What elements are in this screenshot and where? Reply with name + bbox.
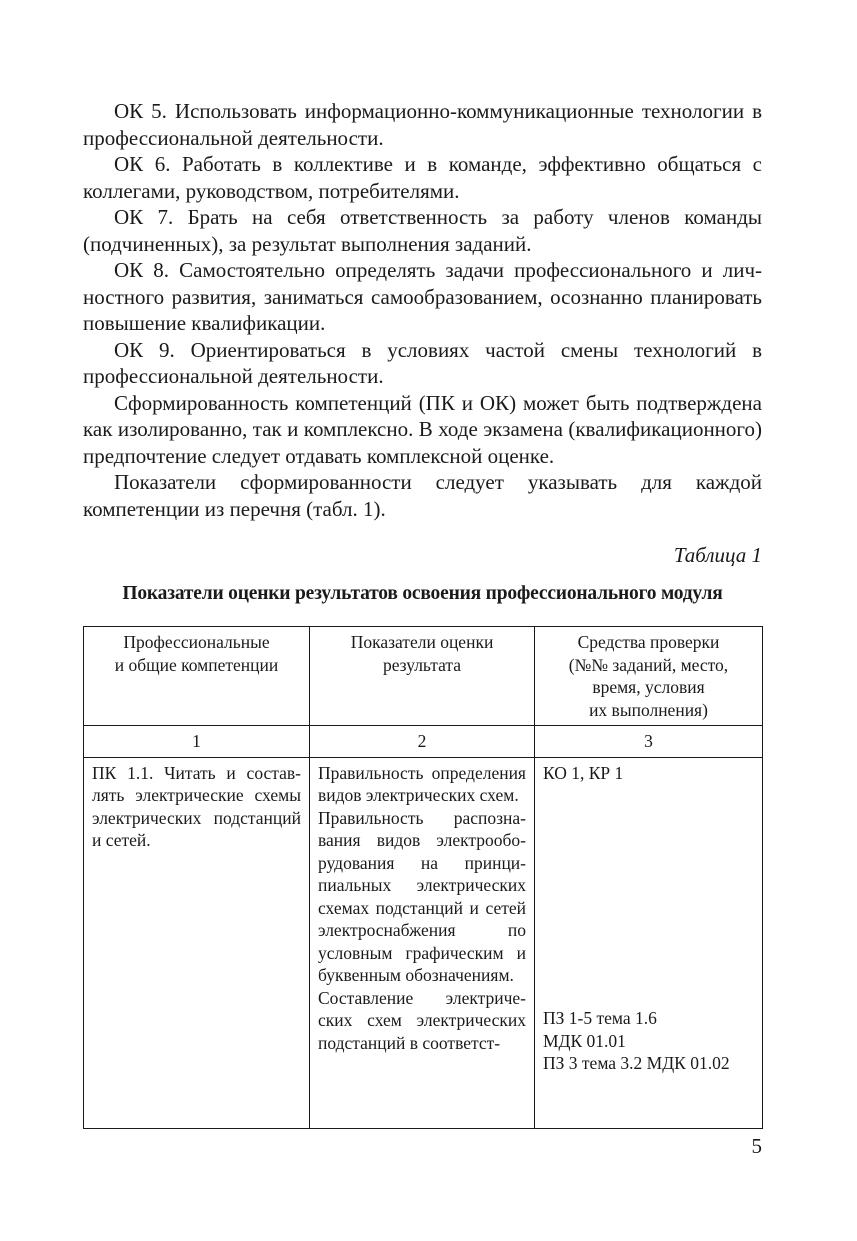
means-text-top: КО 1, КР 1 <box>543 762 624 783</box>
paragraph-ok6: ОК 6. Работать в коллективе и в команде, эффективно общаться с коллегами, руководством, потребителями. <box>83 152 762 203</box>
means-cell <box>535 757 763 1128</box>
means-text-bottom: ПЗ 1-5 тема 1.6 МДК 01.01 ПЗ 3 тема 3.2 МДК 01.02 <box>543 1008 730 1073</box>
paragraph-ok9: ОК 9. Ориентироваться в условиях частой смены технологий в профессиональной деятельности. <box>83 337 762 388</box>
paragraph-ok5: ОК 5. Использовать информационно-коммуникационные технологии в профессиональной деятельности. <box>83 99 762 150</box>
table-title: Показатели оценки результатов освоения профессионального модуля <box>122 583 723 604</box>
header-means: Средства проверки (№№ заданий, место, время, условия их выполнения) <box>535 627 763 726</box>
table-number-row <box>84 726 763 758</box>
indicators-cell <box>310 757 535 1128</box>
header-indicators: Показатели оценки результата <box>310 627 535 726</box>
paragraph-indicators: Показатели сформированности следует указывать для каждой компетенции из перечня (табл. 1). <box>83 470 762 521</box>
table-caption: Таблица 1 <box>673 543 762 567</box>
column-number-2: 2 <box>310 726 535 758</box>
header-competences: Профессиональные и общие компетенции <box>84 627 310 726</box>
table-row <box>84 757 763 1128</box>
means-spacer <box>543 784 754 1007</box>
page-number: 5 <box>751 1134 762 1158</box>
indicators-text: Правильность определения видов электрических схем. Правильность распознавания видов электрооборудования на принципиальных электрических схемах подстанций и сетей электроснабжения по условным графическим и буквенным обозначениям. Составление электрических схем электрических подстанций в соответст- <box>318 762 526 1053</box>
paragraph-ok8: ОК 8. Самостоятельно определять задачи профессионального и личностного развития, заниматься самообразованием, осознанно планировать повышение квалификации. <box>83 258 762 335</box>
paragraph-competence-formation: Сформированность компетенций (ПК и ОК) может быть подтверждена как изолированно, так и комплексно. В ходе экзамена (квалификационного) предпочтение следует отдавать комплексной оценке. <box>83 390 762 468</box>
column-number-1: 1 <box>84 726 310 758</box>
document-page <box>83 98 762 1129</box>
paragraph-ok7: ОК 7. Брать на себя ответственность за работу членов команды (подчиненных), за результат выполнения заданий. <box>83 205 762 256</box>
competence-text: ПК 1.1. Читать и составлять электрические схемы электрических подстанций и сетей. <box>92 762 301 850</box>
assessment-table <box>83 626 763 1129</box>
competence-cell <box>84 757 310 1128</box>
table-header-row <box>84 627 763 726</box>
column-number-3: 3 <box>535 726 763 758</box>
